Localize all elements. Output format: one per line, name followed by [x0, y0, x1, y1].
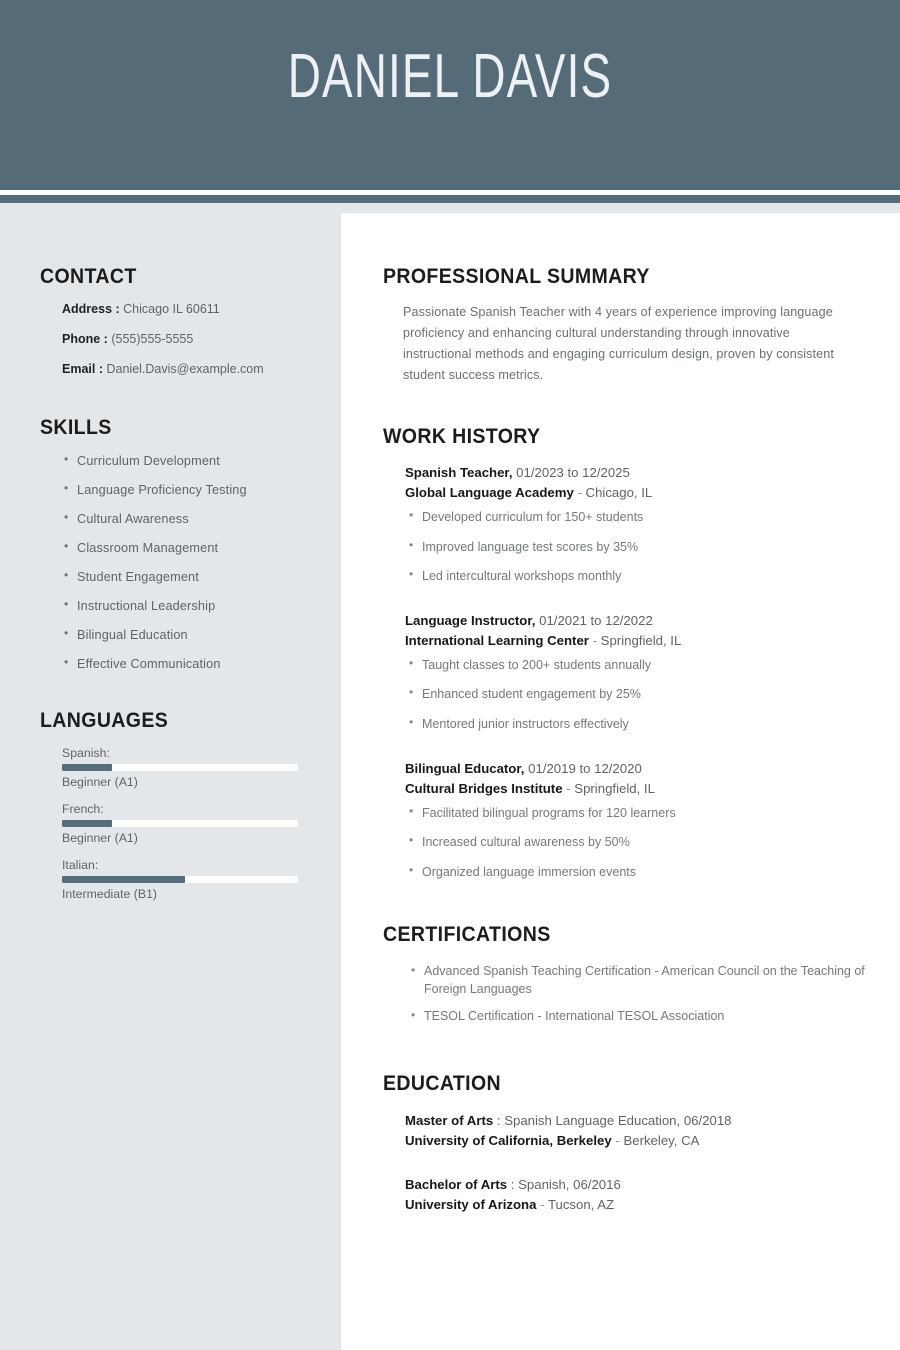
- contact-section: [0, 265, 341, 378]
- work-history-section-title: WORK HISTORY: [383, 425, 541, 449]
- education-degree: Master of Arts: [405, 1112, 494, 1128]
- job-role-line: [405, 759, 876, 779]
- list-item: • Classroom Management: [64, 540, 311, 557]
- job-company-line: [405, 483, 876, 503]
- language-item: [62, 802, 297, 845]
- job-dates: 01/2023 to 12/2025: [516, 465, 630, 481]
- work-history-section: [341, 425, 900, 880]
- list-item: • Effective Communication: [64, 656, 311, 673]
- education-location: Tucson, AZ: [547, 1196, 615, 1212]
- contact-value: (555)555-5555: [111, 331, 194, 346]
- list-item: • Mentored junior instructors effectively: [409, 716, 876, 732]
- skills-list: [40, 453, 311, 673]
- education-entry: [383, 1111, 876, 1151]
- resume-header: [0, 0, 900, 190]
- job-company-line: [405, 779, 876, 799]
- job-separator: -: [566, 780, 571, 796]
- contact-label: Address: [62, 302, 113, 316]
- contact-value: Daniel.Davis@example.com: [106, 361, 264, 376]
- job-bullets: [405, 805, 876, 880]
- list-item: • Curriculum Development: [64, 453, 311, 470]
- job-role: Bilingual Educator,: [405, 760, 525, 776]
- contact-label: Phone: [62, 331, 101, 346]
- languages-list: [40, 746, 311, 901]
- list-item: • Improved language test scores by 35%: [409, 539, 876, 555]
- language-level: Beginner (A1): [62, 831, 138, 846]
- job-company: Global Language Academy: [405, 485, 574, 501]
- language-proficiency-fill: [62, 876, 185, 883]
- main-column: [341, 213, 900, 1350]
- language-level: Intermediate (B1): [62, 887, 158, 902]
- language-name: Italian:: [62, 858, 99, 873]
- list-item: • Developed curriculum for 150+ students: [409, 509, 876, 525]
- language-proficiency-fill: [62, 764, 112, 771]
- list-item: • Organized language immersion events: [409, 864, 876, 880]
- summary-section-title: PROFESSIONAL SUMMARY: [383, 265, 650, 288]
- education-separator: -: [540, 1196, 545, 1212]
- contact-value: Chicago IL 60611: [123, 302, 220, 316]
- certifications-section-title: CERTIFICATIONS: [383, 922, 551, 946]
- languages-section: [0, 709, 341, 901]
- contact-row: Phone : (555)555-5555: [62, 331, 194, 346]
- list-item: • TESOL Certification - International TESOL Association: [411, 1007, 876, 1025]
- certifications-section: [341, 923, 900, 1026]
- education-field: Spanish Language Education, 06/2018: [504, 1112, 732, 1128]
- summary-section: [341, 265, 900, 386]
- list-item: • Bilingual Education: [64, 627, 311, 644]
- contact-row: Email : Daniel.Davis@example.com: [62, 361, 264, 376]
- job-company: Cultural Bridges Institute: [405, 780, 563, 796]
- education-section: [341, 1072, 900, 1215]
- languages-section-title: LANGUAGES: [40, 709, 169, 733]
- skills-section-title: SKILLS: [40, 415, 112, 439]
- language-proficiency-bar: [62, 876, 298, 883]
- education-school-line: [405, 1131, 876, 1151]
- education-school: University of California, Berkeley: [405, 1132, 612, 1148]
- contact-label: Email: [62, 361, 96, 376]
- language-proficiency-bar: [62, 820, 298, 827]
- education-school: University of Arizona: [405, 1196, 537, 1212]
- job-company: International Learning Center: [405, 633, 589, 649]
- candidate-name: DANIEL DAVIS: [287, 42, 613, 111]
- education-degree-line: [405, 1111, 876, 1131]
- skills-section: [0, 416, 341, 673]
- language-item: [62, 746, 297, 789]
- job-location: Springfield, IL: [574, 780, 655, 796]
- job-bullets: [405, 509, 876, 584]
- contact-row: Address : Chicago IL 60611: [62, 302, 220, 316]
- header-accent-stripe: [0, 195, 900, 203]
- list-item: • Cultural Awareness: [64, 511, 311, 528]
- job-separator: -: [592, 633, 597, 649]
- job-location: Springfield, IL: [600, 633, 682, 649]
- job-role-line: [405, 463, 876, 483]
- language-proficiency-bar: [62, 764, 298, 771]
- list-item: • Language Proficiency Testing: [64, 482, 311, 499]
- education-degree-separator: :: [510, 1176, 515, 1192]
- language-level: Beginner (A1): [62, 775, 138, 790]
- list-item: • Advanced Spanish Teaching Certification - American Council on the Teaching of Foreign Languages: [411, 962, 876, 999]
- job-location: Chicago, IL: [585, 485, 653, 501]
- list-item: • Instructional Leadership: [64, 598, 311, 615]
- language-item: [62, 858, 297, 901]
- list-item: • Increased cultural awareness by 50%: [409, 834, 876, 850]
- education-degree: Bachelor of Arts: [405, 1176, 508, 1192]
- education-field: Spanish, 06/2016: [518, 1176, 621, 1192]
- language-name: French:: [62, 802, 104, 817]
- job-role-line: [405, 611, 876, 631]
- job-entry: [383, 611, 876, 732]
- education-entry: [383, 1175, 876, 1215]
- education-location: Berkeley, CA: [623, 1132, 700, 1148]
- job-role: Spanish Teacher,: [405, 465, 513, 481]
- education-separator: -: [615, 1132, 620, 1148]
- education-degree-separator: :: [496, 1112, 501, 1128]
- list-item: • Led intercultural workshops monthly: [409, 568, 876, 584]
- list-item: • Enhanced student engagement by 25%: [409, 686, 876, 702]
- job-bullets: [405, 657, 876, 732]
- contact-section-title: CONTACT: [40, 265, 137, 288]
- list-item: • Student Engagement: [64, 569, 311, 586]
- sidebar-column: [0, 203, 341, 1350]
- job-dates: 01/2019 to 12/2020: [528, 760, 642, 776]
- job-company-line: [405, 631, 876, 651]
- certifications-list: [383, 962, 876, 1026]
- job-role: Language Instructor,: [405, 613, 536, 628]
- list-item: • Facilitated bilingual programs for 120 learners: [409, 805, 876, 821]
- contact-list: [40, 301, 311, 378]
- job-entry: [383, 759, 876, 880]
- list-item: • Taught classes to 200+ students annually: [409, 657, 876, 673]
- job-entry: [383, 463, 876, 584]
- language-name: Spanish:: [62, 746, 110, 761]
- education-school-line: [405, 1195, 876, 1215]
- job-separator: -: [577, 485, 582, 501]
- education-section-title: EDUCATION: [383, 1071, 501, 1095]
- language-proficiency-fill: [62, 820, 112, 827]
- job-dates: 01/2021 to 12/2022: [539, 613, 653, 628]
- summary-text: Passionate Spanish Teacher with 4 years of experience improving language proficiency and enhancing cultural understanding through innovative instructional methods and engaging curriculum design, proven by consistent student success metrics.: [403, 305, 834, 383]
- education-degree-line: [405, 1175, 876, 1195]
